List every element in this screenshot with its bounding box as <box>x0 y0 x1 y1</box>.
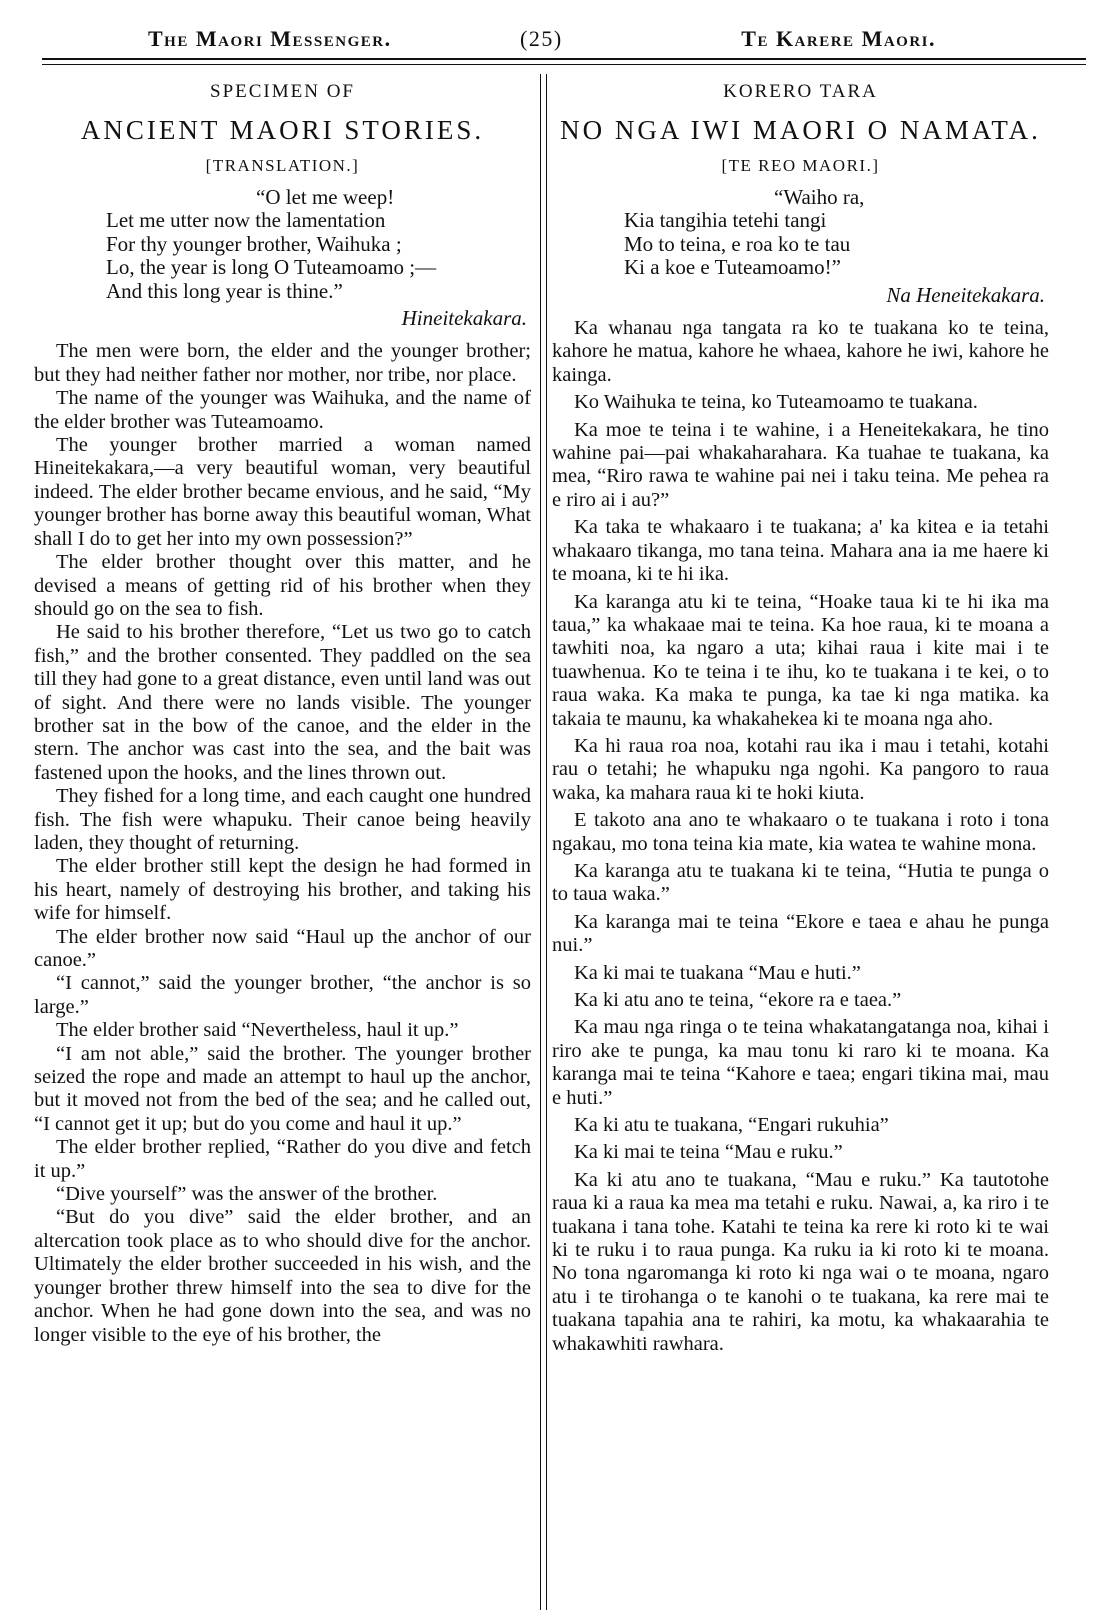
header-rule-thick <box>42 58 1086 60</box>
paragraph: Ka karanga atu te tuakana ki te teina, “Hutia te punga o to taua waka.” <box>552 859 1049 906</box>
paragraph: Ka ki mai te tuakana “Mau e huti.” <box>574 961 861 984</box>
page-number: (25) <box>520 26 563 51</box>
english-title-line2: ANCIENT MAORI STORIES. <box>80 115 485 145</box>
poem-line: Ki a koe e Tuteamoamo!” <box>624 255 841 280</box>
poem-line: And this long year is thine.” <box>106 278 343 303</box>
paragraph: Ka ki atu ano te tuakana, “Mau e ruku.” Ka tautotohe raua ki a raua ka mea ma tetahi e ruku. Nawai, a, ka riro i te tuakana i tana tohe. Katahi te teina ka rere ki roto ki te wai ki te ruku i to raua punga. Ka ruku ia ki roto ki te moana. No tona ngaromanga ki roto ki nga wai o te moana, ngaro atu i te tirohanga o te kanohi o te tuakana, ka rere mai te tuakana tapahia ana te rahiri, ka motu, ka whakaarahia te whakawhiti rawhara. <box>552 1168 1049 1355</box>
column-divider <box>546 74 547 1610</box>
paragraph: The elder brother replied, “Rather do you dive and fetch it up.” <box>34 1136 531 1182</box>
paragraph: “I cannot,” said the younger brother, “the anchor is so large.” <box>34 972 531 1018</box>
paragraph: “I am not able,” said the brother. The younger brother seized the rope and made an attempt to haul up the anchor, but it moved not from the bed of the sea; and he called out, “I cannot get it up; but do you come and haul it up.” <box>34 1042 531 1135</box>
poem-line: “Waiho ra, <box>774 185 865 209</box>
paragraph: E takoto ana ano te whakaaro o te tuakana i roto i tona ngakau, mo tona teina kia mate, kia watea te wahine mona. <box>552 809 1049 855</box>
paragraph: Ka ki atu ano te teina, “ekore ra e taea.” <box>574 989 902 1011</box>
english-title-line1: SPECIMEN OF <box>210 81 355 102</box>
poem-line: Kia tangihia tetehi tangi <box>624 208 827 233</box>
paragraph: The men were born, the elder and the younger brother; but they had neither father nor mother, nor tribe, nor place. <box>34 340 531 386</box>
paragraph: The elder brother now said “Haul up the anchor of our canoe.” <box>34 925 531 971</box>
paragraph: The elder brother still kept the design he had formed in his heart, namely of destroying his brother, and taking his wife for himself. <box>34 855 531 925</box>
paragraph: Ka mau nga ringa o te teina whakatangatanga noa, kihai i riro ake te punga, ka mau tonu ki raro ki te moana. Ka karanga mai te teina “Kahore e taea; engari tikina mai, mau e huti.” <box>552 1016 1049 1109</box>
page-header <box>42 26 1086 62</box>
paragraph: Ka karanga mai te teina “Ekore e taea e ahau he punga nui.” <box>552 910 1049 957</box>
paragraph: Ka ki atu te tuakana, “Engari rukuhia” <box>574 1114 889 1137</box>
paragraph: Ka ki mai te teina “Mau e ruku.” <box>574 1141 843 1164</box>
masthead-english: The Maori Messenger. <box>148 26 392 51</box>
english-poem <box>34 186 531 303</box>
poem-line: Let me utter now the lamentation <box>106 208 386 233</box>
paragraph: Ko Waihuka te teina, ko Tuteamoamo te tuakana. <box>574 391 978 414</box>
column-divider <box>540 74 541 1610</box>
paragraph: Ka whanau nga tangata ra ko te tuakana ko te teina, kahore he matua, kahore he whaea, kahore he iwi, kahore he kainga. <box>552 317 1049 386</box>
maori-attribution: Na Heneitekakara. <box>886 282 1045 307</box>
maori-poem <box>552 186 1049 280</box>
poem-line: “O let me weep! <box>256 185 395 209</box>
poem-line: Mo to teina, e roa ko te tau <box>624 231 851 256</box>
english-column <box>34 80 531 1347</box>
paragraph: “But do you dive” said the elder brother, and an altercation took place as to who should dive for the anchor. Ultimately the elder brother succeeded in his wish, and the younger brother threw himself into the sea to dive for the anchor. When he had gone down into the sea, and was no longer visible to the eye of his brother, the <box>34 1206 531 1346</box>
paragraph: The elder brother thought over this matter, and he devised a means of getting rid of his brother when they should go on the sea to fish. <box>34 551 531 620</box>
paragraph: The elder brother said “Nevertheless, haul it up.” <box>56 1019 459 1042</box>
paragraph: The younger brother married a woman named Hineitekakara,—a very beautiful woman, very beautiful indeed. The elder brother became envious, and he said, “My younger brother has borne away this beautiful woman, What shall I do to get her into my own possession?” <box>34 434 531 550</box>
english-attribution: Hineitekakara. <box>401 306 527 331</box>
english-subtitle: [TRANSLATION.] <box>205 156 360 175</box>
maori-title-line1: KORERO TARA <box>723 81 878 102</box>
maori-title-line2: NO NGA IWI MAORI O NAMATA. <box>560 115 1041 145</box>
header-rule-thin <box>42 64 1086 65</box>
paragraph: Ka hi raua roa noa, kotahi rau ika i mau i tetahi, kotahi rau o tetahi; he whapuku nga ngohi. Ka pangoro to raua waka, ka mahara raua ki te hoki kiuta. <box>552 734 1049 804</box>
paragraph: Ka moe te teina i te wahine, i a Heneitekakara, he tino wahine pai—pai whakaharahara. Ka tuahae te tuakana, ka mea, “Riro rawa te wahine pai nei i taku teina. Me pehea ra e riro ai i au?” <box>552 418 1049 511</box>
poem-line: Lo, the year is long O Tuteamoamo ;— <box>106 255 437 280</box>
paragraph: They fished for a long time, and each caught one hundred fish. The fish were whapuku. Their canoe being heavily laden, they thought of returning. <box>34 785 531 854</box>
masthead-maori: Te Karere Maori. <box>741 26 936 51</box>
poem-line: For thy younger brother, Waihuka ; <box>106 231 402 256</box>
maori-subtitle: [TE REO MAORI.] <box>721 156 880 175</box>
paragraph: Ka karanga atu ki te teina, “Hoake taua ki te hi ika ma taua,” ka whakaae mai te teina. Ka hoe raua, ki te moana a tawhiti noa, ka ngaro a uta; kihai raua i kite mai i te tuawhenua. Ko te teina i te ihu, ko te tuakana i te kei, o to raua waka. Ka maka te punga, ka tae ki nga matika. ka takaia te maunu, ka whakahekea ki te moana nga aho. <box>552 590 1049 730</box>
paragraph: The name of the younger was Waihuka, and the name of the elder brother was Tuteamoamo. <box>34 387 531 433</box>
paragraph: Ka taka te whakaaro i te tuakana; a' ka kitea e ia tetahi whakaaro tikanga, mo tana teina. Mahara ana ia me haere ki te moana, ki te hi ika. <box>552 516 1049 586</box>
paragraph: “Dive yourself” was the answer of the brother. <box>56 1183 438 1206</box>
paragraph: He said to his brother therefore, “Let us two go to catch fish,” and the brother consented. They paddled on the sea till they had gone to a great distance, even until land was out of sight. And there were no lands visible. The younger brother sat in the bow of the canoe, and the elder in the stern. The anchor was cast into the sea, and the bait was fastened upon the hooks, and the lines thrown out. <box>34 621 531 784</box>
maori-column <box>552 80 1049 1360</box>
